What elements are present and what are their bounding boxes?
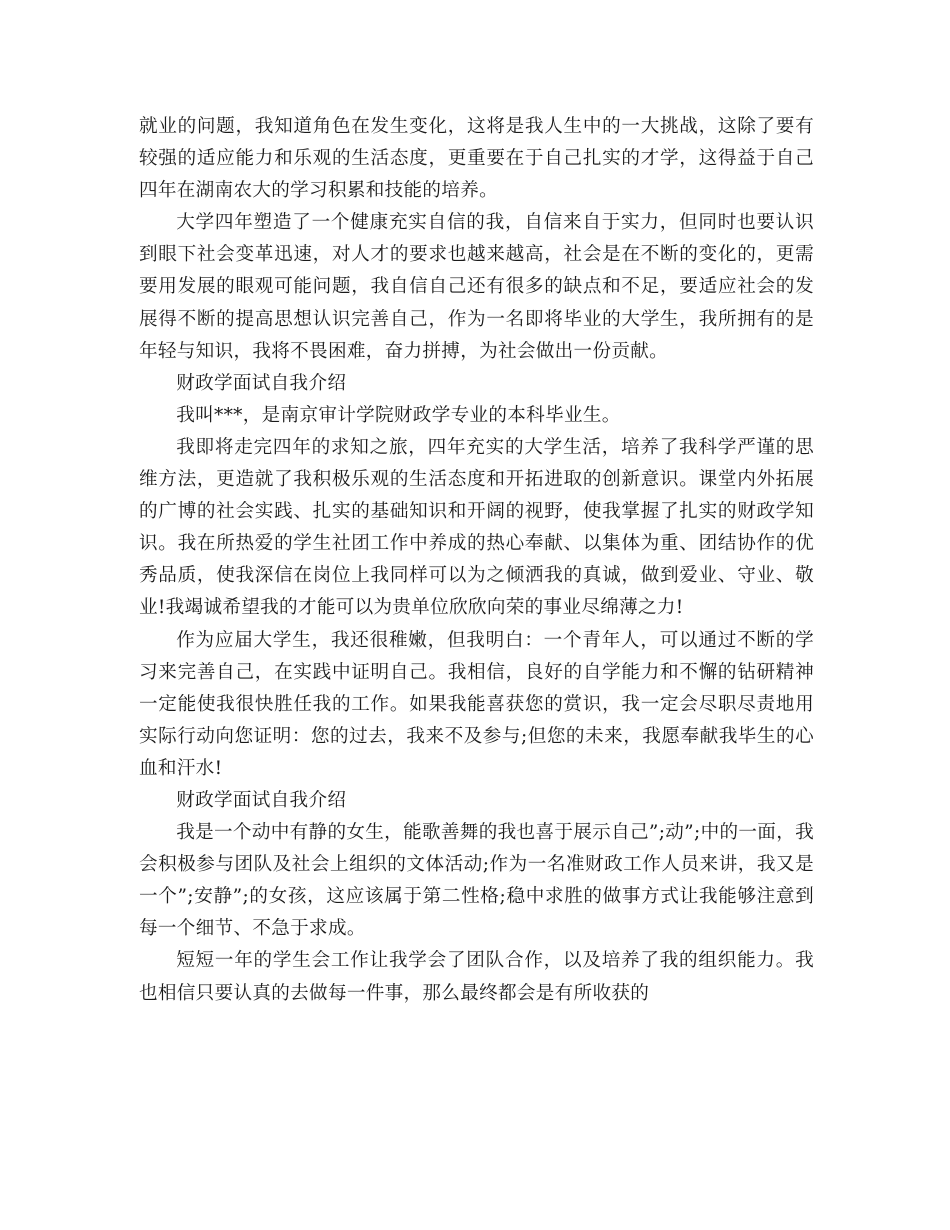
paragraph-graduate-commitment: 作为应届大学生，我还很稚嫩，但我明白：一个青年人，可以通过不断的学习来完善自己，在实践中证明自己。我相信，良好的自学能力和不懈的钻研精神一定能使我很快胜任我的工作。如果我能喜获您的赏识，我一定会尽职尽责地用实际行动向您证明：您的过去，我来不及参与;但您的未来，我愿奉献我毕生的心血和汗水! bbox=[139, 629, 814, 779]
paragraph-personality: 我是一个动中有静的女生，能歌善舞的我也喜于展示自己”;动”;中的一面，我会积极参与团队及社会上组织的文体活动;作为一名准财政工作人员来讲，我又是一个”;安静”;的女孩，这应该属于第二性格;稳中求胜的做事方式让我能够注意到每一个细节、不急于求成。 bbox=[139, 822, 814, 940]
paragraph-study-journey: 我即将走完四年的求知之旅，四年充实的大学生活，培养了我科学严谨的思维方法，更造就了我积极乐观的生活态度和开拓进取的创新意识。课堂内外拓展的广博的社会实践、扎实的基础知识和开阔的视野，使我掌握了扎实的财政学知识。我在所热爱的学生社团工作中养成的热心奉献、以集体为重、团结协作的优秀品质，使我深信在岗位上我同样可以为之倾洒我的真诚，做到爱业、守业、敬业!我竭诚希望我的才能可以为贵单位欣欣向荣的事业尽绵薄之力! bbox=[139, 436, 814, 619]
paragraph-university-growth: 大学四年塑造了一个健康充实自信的我，自信来自于实力，但同时也要认识到眼下社会变革迅速，对人才的要求也越来越高，社会是在不断的变化的，更需要用发展的眼观可能问题，我自信自己还有很多的缺点和不足，要适应社会的发展得不断的提高思想认识完善自己，作为一名即将毕业的大学生，我所拥有的是年轻与知识，我将不畏困难，奋力拼搏，为社会做出一份贡献。 bbox=[139, 212, 814, 362]
section-heading-finance-interview: 财政学面试自我介绍 bbox=[176, 372, 347, 394]
paragraph-student-union: 短短一年的学生会工作让我学会了团队合作，以及培养了我的组织能力。我也相信只要认真的去做每一件事，那么最终都会是有所收获的 bbox=[139, 950, 814, 1004]
paragraph-employment-challenge: 就业的问题，我知道角色在发生变化，这将是我人生中的一大挑战，这除了要有较强的适应能力和乐观的生活态度，更重要在于自己扎实的才学，这得益于自己四年在湖南农大的学习积累和技能的培养。 bbox=[139, 116, 814, 202]
section-heading-finance-interview-2: 财政学面试自我介绍 bbox=[176, 789, 347, 811]
document-body bbox=[139, 111, 814, 1010]
paragraph-introduction: 我叫***，是南京审计学院财政学专业的本科毕业生。 bbox=[176, 404, 621, 426]
